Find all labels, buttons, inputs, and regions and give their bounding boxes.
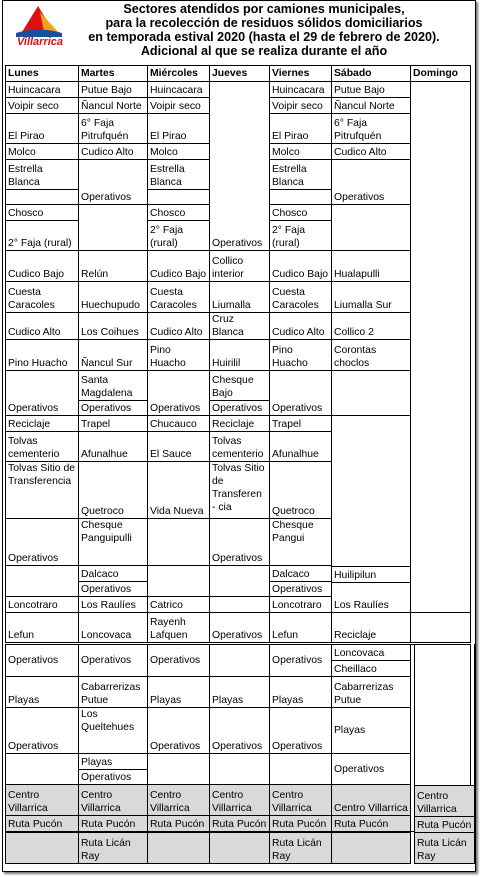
table-cell: Loncovaca — [79, 613, 148, 643]
table-cell: Operativos — [6, 371, 79, 416]
table-cell: Ruta Pucón — [332, 816, 411, 832]
header-viernes: Viernes — [270, 66, 332, 82]
table-cell: Molco — [270, 144, 332, 160]
table-cell-empty — [270, 567, 332, 613]
table-cell-empty — [6, 567, 79, 613]
table-cell: Playas — [270, 677, 332, 708]
table-cell: Los Queltehues — [79, 708, 148, 754]
table-cell: Cabarrerizas Putue — [332, 677, 411, 708]
table-cell: Molco — [6, 144, 79, 160]
header-martes: Martes — [79, 66, 148, 82]
table-cell: Huincacara — [270, 82, 332, 98]
table-cell: Loncovaca — [332, 645, 411, 661]
table-cell: Huincacara — [6, 82, 79, 98]
table-cell: Operativos — [6, 519, 79, 566]
table-cell: Chosco — [270, 205, 332, 221]
table-cell: Centro Villarrica — [270, 785, 332, 816]
table-cell-empty — [6, 190, 79, 205]
table-cell: Chesque Bajo — [210, 371, 270, 401]
table-cell: Tolvas cementerio — [6, 432, 79, 462]
table-cell: Los Coihues — [79, 313, 148, 340]
table-cell: Huirilil — [210, 340, 270, 371]
page-title — [54, 2, 474, 58]
table-cell: Afunalhue — [79, 432, 148, 462]
table-cell: Cudico Alto — [6, 313, 79, 340]
table-cell: Estrella Blanca — [6, 160, 79, 190]
table-cell: Operativos — [79, 582, 148, 597]
table-cell: Operativos — [79, 401, 148, 416]
table-cell: Voipir seco — [270, 98, 332, 114]
table-cell: Ruta Licán Ray — [270, 833, 332, 864]
table-cell: Operativos — [210, 401, 270, 416]
table-cell: Tolvas Sitio de Transferencia — [6, 462, 79, 519]
table-cell: Cruz Blanca — [210, 313, 270, 340]
table-cell: Collico 2 — [332, 313, 411, 340]
header-domingo: Domingo — [411, 66, 471, 82]
table-cell: Tolvas Sitio de Transferen - cia — [210, 462, 270, 519]
table-cell: Loncotraro — [6, 597, 79, 613]
table-cell-empty — [148, 190, 210, 205]
table-cell: Operativos — [210, 708, 270, 754]
table-cell: Operativos — [332, 754, 411, 785]
title-line-1: Sectores atendidos por camiones municipales, — [123, 2, 405, 16]
table-cell: El Pirao — [270, 114, 332, 144]
table-cell: 2° Faja (rural) — [6, 221, 79, 251]
header — [4, 2, 476, 64]
table-cell: Operativos — [210, 82, 270, 251]
logo-text: Villarrica — [16, 36, 64, 48]
table-cell: Dalcaco — [79, 566, 148, 582]
table-cell: Huilipilun — [332, 567, 411, 583]
table-cell: Ñancul Norte — [332, 98, 411, 114]
table-cell: Ruta Pucón — [148, 816, 210, 832]
table-cell: Collico interior — [210, 251, 270, 282]
table-cell: Operativos — [148, 645, 210, 677]
table-cell-empty — [270, 190, 332, 205]
table-cell: Centro Villarrica — [148, 785, 210, 816]
table-cell: Putue Bajo — [332, 82, 411, 98]
table-cell: Dalcaco — [270, 566, 332, 582]
table-cell-empty — [332, 833, 411, 864]
table-cell: Centro Villarrica — [415, 785, 475, 816]
table-cell: Ruta Pucón — [210, 816, 270, 832]
table-cell: Cudico Alto — [148, 313, 210, 340]
header-miercoles: Miércoles — [148, 66, 210, 82]
table-cell: Tolvas cementerio — [210, 432, 270, 462]
title-line-3: en temporada estival 2020 (hasta el 29 de febrero de 2020). — [88, 30, 440, 44]
table-cell-empty — [148, 519, 210, 566]
table-cell: 6° Faja Pitrufquén — [332, 114, 411, 144]
table-cell-empty — [411, 82, 471, 643]
table-cell-empty — [332, 371, 411, 416]
table-cell-empty — [411, 567, 471, 613]
table-cell: Los Raulíes — [79, 597, 148, 613]
table-cell: Chucauco — [148, 416, 210, 432]
table-cell: Operativos — [79, 645, 148, 677]
table-cell: Cudico Bajo — [270, 251, 332, 282]
table-cell: Loncotraro — [270, 597, 332, 613]
table-cell: 2° Faja (rural) — [270, 221, 332, 251]
table-cell: Estrella Blanca — [148, 160, 210, 190]
table-cell: Quetroco — [270, 462, 332, 519]
table-cell: Playas — [210, 677, 270, 708]
header-lunes: Lunes — [6, 66, 79, 82]
table-cell: Pino Huacho — [6, 340, 79, 371]
table-cell: Ruta Licán Ray — [415, 832, 475, 863]
table-cell: Cudico Bajo — [6, 251, 79, 282]
table-cell-empty — [148, 833, 210, 864]
table-cell-empty — [210, 833, 270, 864]
table-cell: Operativos — [6, 645, 79, 677]
table-cell: Reciclaje — [210, 416, 270, 432]
table-cell: Operativos — [79, 160, 148, 205]
table-cell-empty — [79, 567, 148, 613]
table-cell-empty — [415, 644, 475, 785]
table-cell: Operativos — [148, 371, 210, 416]
table-cell: Ruta Pucón — [270, 816, 332, 832]
title-line-2: para la recolección de residuos sólidos domiciliarios — [105, 16, 423, 30]
table-cell: Operativos — [332, 160, 411, 205]
table-cell: Afunalhue — [270, 432, 332, 462]
table-cell: Relún — [79, 251, 148, 282]
table-cell: Chosco — [6, 205, 79, 221]
table-cell: Ruta Licán Ray — [79, 833, 148, 864]
table-cell: Trapel — [79, 416, 148, 432]
table-cell: Ñancul Sur — [79, 340, 148, 371]
table-header-row — [6, 66, 471, 82]
table-cell: Ñancul Norte — [79, 98, 148, 114]
table-cell-empty — [6, 833, 79, 864]
table-cell: Rayenh Lafquen — [148, 613, 210, 643]
table-cell: Los Raulíes — [332, 583, 411, 613]
table-cell: Cuesta Caracoles — [6, 282, 79, 313]
table-cell: Voipir seco — [6, 98, 79, 114]
table-cell: Operativos — [270, 708, 332, 754]
table-cell: Cheillaco — [332, 661, 411, 677]
table-cell-empty — [6, 754, 79, 785]
table-cell: Playas — [148, 677, 210, 708]
table-cell: Catrico — [148, 597, 210, 613]
table-cell: Centro Villarrica — [79, 785, 148, 816]
table-cell: Centro Villarrica — [332, 785, 411, 816]
table-cell: Hualapulli — [332, 251, 411, 282]
table-cell: Huechupudo — [79, 282, 148, 313]
table-cell-empty — [79, 205, 148, 251]
table-cell-empty — [270, 754, 332, 785]
table-cell: Vida Nueva — [148, 462, 210, 519]
header-jueves: Jueves — [210, 66, 270, 82]
schedule-table-lower — [5, 566, 471, 613]
table-cell: Operativos — [270, 582, 332, 597]
table-cell: Corontas choclos — [332, 340, 411, 371]
table-cell: Operativos — [79, 770, 148, 785]
table-cell: Operativos — [6, 708, 79, 754]
table-cell: Operativos — [210, 597, 270, 643]
table-cell: Centro Villarrica — [6, 785, 79, 816]
table-cell: 2° Faja (rural) — [148, 221, 210, 251]
table-cell: Estrella Blanca — [270, 160, 332, 190]
table-cell: 6° Faja Pitrufquén — [79, 114, 148, 144]
table-cell: Pino Huacho — [148, 340, 210, 371]
table-cell: Cudico Alto — [270, 313, 332, 340]
table-cell-empty — [210, 754, 270, 785]
table-cell: Ruta Pucón — [415, 816, 475, 832]
table-cell: Playas — [79, 754, 148, 770]
table-cell-empty — [332, 205, 411, 251]
table-cell: Quetroco — [79, 462, 148, 519]
table-cell: Liumalla Sur — [332, 282, 411, 313]
table-cell: Pino Huacho — [270, 340, 332, 371]
table-cell: Molco — [148, 144, 210, 160]
table-cell: El Sauce — [148, 432, 210, 462]
table-cell: Liumalla — [210, 282, 270, 313]
table-cell: Playas — [332, 708, 411, 754]
schedule-table-last — [5, 832, 411, 864]
schedule-table-bottom — [5, 644, 471, 832]
table-cell: El Pirao — [6, 114, 79, 144]
table-cell: Chosco — [148, 205, 210, 221]
table-cell: Trapel — [270, 416, 332, 432]
table-cell: Cuesta Caracoles — [270, 282, 332, 313]
table-cell: Operativos — [148, 708, 210, 754]
table-cell: Ruta Pucón — [6, 816, 79, 832]
table-cell: Reciclaje — [332, 416, 411, 643]
table-cell: Chesque Pangui — [270, 519, 332, 566]
table-cell: Ruta Pucón — [79, 816, 148, 832]
table-cell: Voipir seco — [148, 98, 210, 114]
table-cell: Lefun — [6, 613, 79, 643]
table-cell: Operativos — [270, 371, 332, 416]
table-cell: Lefun — [270, 613, 332, 643]
title-line-4: Adicional al que se realiza durante el año — [140, 44, 388, 58]
table-cell: Playas — [6, 677, 79, 708]
schedule-table — [5, 65, 471, 643]
table-cell: El Pirao — [148, 114, 210, 144]
table-cell: Chesque Panguipulli — [79, 519, 148, 566]
table-cell: Putue Bajo — [79, 82, 148, 98]
table-cell-empty — [210, 567, 270, 613]
table-cell: Operativos — [210, 519, 270, 566]
table-cell: Operativos — [270, 645, 332, 677]
table-cell-empty — [148, 567, 210, 613]
table-cell: Centro Villarrica — [210, 785, 270, 816]
header-sabado: Sábado — [332, 66, 411, 82]
table-cell-empty — [210, 645, 270, 677]
table-cell: Cudico Bajo — [148, 251, 210, 282]
table-cell: Cabarrerizas Putue — [79, 677, 148, 708]
table-cell: Cudico Alto — [332, 144, 411, 160]
table-cell: Reciclaje — [6, 416, 79, 432]
table-cell: Cuesta Caracoles — [148, 282, 210, 313]
table-cell-empty — [148, 754, 210, 785]
table-cell: Cudico Alto — [79, 144, 148, 160]
sunday-column — [414, 644, 475, 864]
table-cell: Santa Magdalena — [79, 371, 148, 401]
table-cell: Huincacara — [148, 82, 210, 98]
